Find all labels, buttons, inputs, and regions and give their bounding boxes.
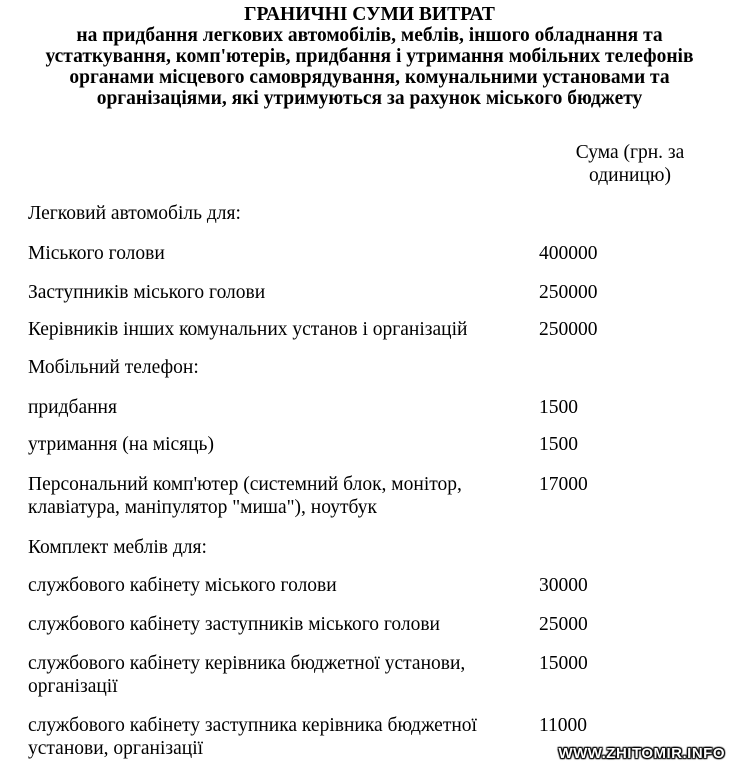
row-value: 30000 bbox=[539, 575, 588, 596]
row-label-line: службового кабінету керівника бюджетної установи, bbox=[28, 653, 466, 674]
row-label-line: придбання bbox=[28, 397, 117, 418]
row-value: 17000 bbox=[539, 474, 588, 495]
row-value: 25000 bbox=[539, 614, 588, 635]
row-label bbox=[28, 202, 508, 225]
row-label-line: Міського голови bbox=[28, 243, 165, 264]
row-label-line: утримання (на місяць) bbox=[28, 434, 214, 455]
row-label-line: Комплект меблів для: bbox=[28, 537, 207, 558]
row-label-line: Персональний комп'ютер (системний блок, монітор, bbox=[28, 474, 462, 495]
row-label-line: Легковий автомобіль для: bbox=[28, 203, 241, 224]
row-label-line: організації bbox=[28, 676, 118, 697]
row-value: 1500 bbox=[539, 434, 578, 455]
row-label bbox=[28, 242, 508, 265]
row-label bbox=[28, 318, 508, 341]
sum-column-header bbox=[560, 141, 700, 187]
row-label bbox=[28, 473, 508, 519]
row-value: 250000 bbox=[539, 282, 598, 303]
title-line: устаткування, комп'ютерів, придбання і утримання мобільних телефонів bbox=[45, 46, 694, 67]
row-value: 11000 bbox=[539, 715, 588, 736]
row-label-line: службового кабінету заступників міського голови bbox=[28, 614, 440, 635]
title-line: на придбання легкових автомобілів, меблів, іншого обладнання та bbox=[76, 25, 663, 46]
row-label-line: службового кабінету міського голови bbox=[28, 575, 337, 596]
title-line: організаціями, які утримуються за рахунок міського бюджету bbox=[96, 88, 643, 109]
row-label bbox=[28, 652, 508, 698]
row-label-line: Мобільний телефон: bbox=[28, 357, 199, 378]
row-label-line: Заступників міського голови bbox=[28, 282, 266, 303]
row-label-line: службового кабінету заступника керівника бюджетної bbox=[28, 715, 477, 736]
row-value: 250000 bbox=[539, 319, 598, 340]
row-label-line: Керівників інших комунальних установ і організацій bbox=[28, 319, 468, 340]
row-label bbox=[28, 714, 508, 760]
row-label bbox=[28, 433, 508, 456]
row-label-line: установи, організації bbox=[28, 738, 204, 759]
title-line: ГРАНИЧНІ СУМИ ВИТРАТ bbox=[244, 4, 495, 25]
row-label bbox=[28, 536, 508, 559]
title-line: органами місцевого самоврядування, комунальними установами та bbox=[69, 67, 670, 88]
document-title bbox=[0, 4, 739, 109]
site-watermark: WWW.ZHITOMIR.INFO bbox=[558, 745, 725, 762]
row-value: 15000 bbox=[539, 653, 588, 674]
row-label-line: клавіатура, маніпулятор "миша"), ноутбук bbox=[28, 497, 377, 518]
row-label bbox=[28, 613, 508, 636]
row-label bbox=[28, 281, 508, 304]
row-value: 400000 bbox=[539, 243, 598, 264]
column-header-line: одиницю) bbox=[589, 165, 671, 186]
row-label bbox=[28, 396, 508, 419]
row-value: 1500 bbox=[539, 397, 578, 418]
row-label bbox=[28, 356, 508, 379]
column-header-line: Сума (грн. за bbox=[575, 142, 685, 163]
row-label bbox=[28, 574, 508, 597]
